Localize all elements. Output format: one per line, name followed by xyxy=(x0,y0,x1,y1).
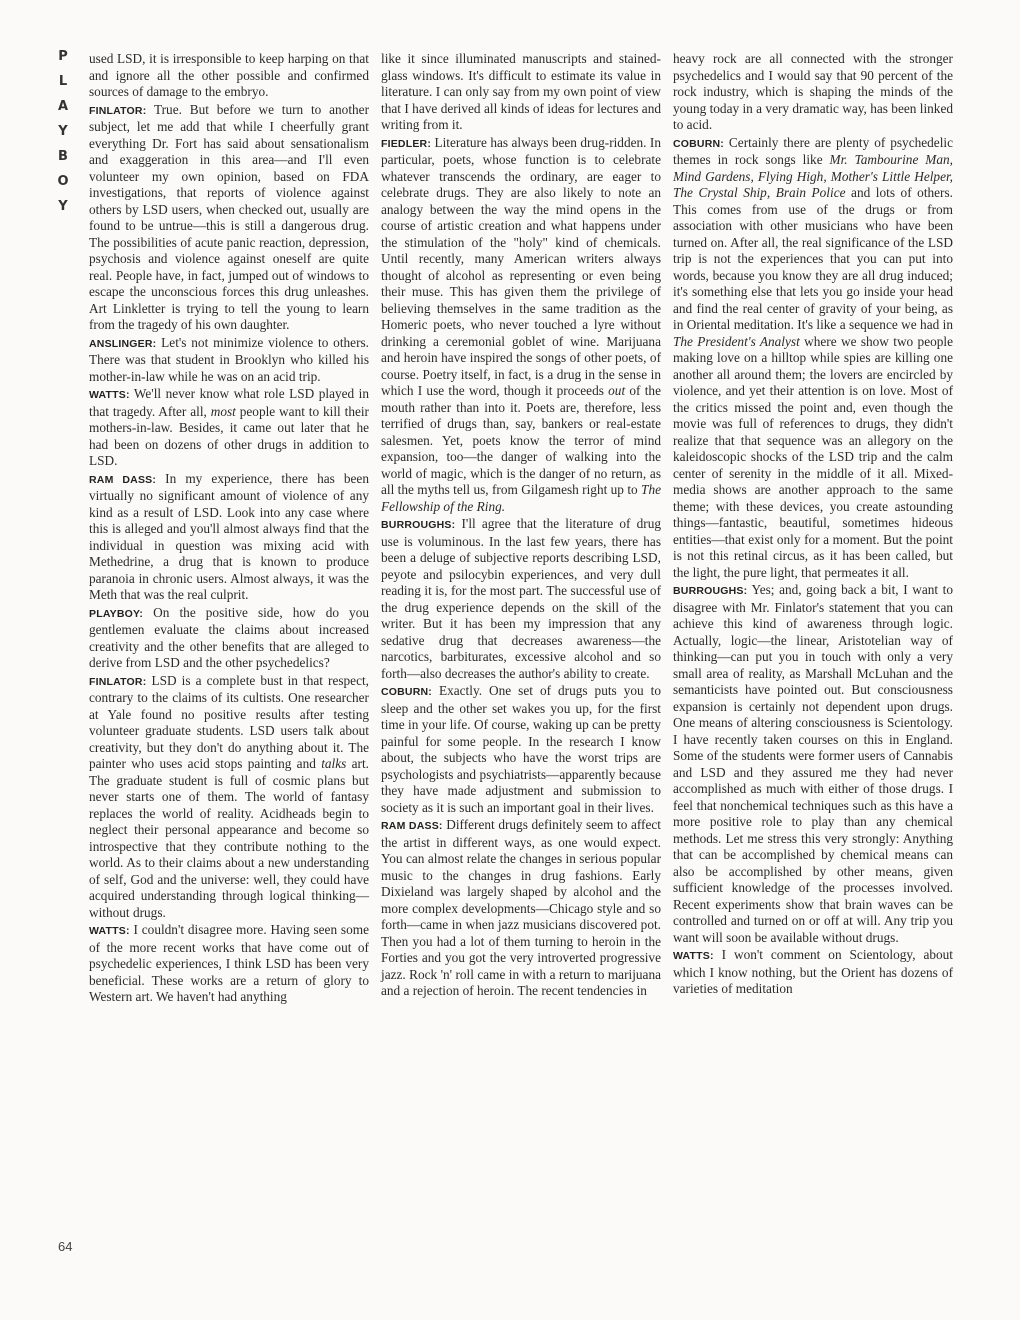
paragraph-text: where we show two people making love on a hilltop while spies are killing one another all around them; the lovers are encircled by violence, and yet their attention is on love. Most of the critics missed the point and, even though the movie was full of references to drugs, they didn't realize that that sequence was an allegory on the kaleidoscopic shocks of the LSD trip and the calm center of serenity in the middle of it all. Mixed-media shows are another approach to the same theme; with these devices, you create astounding things—fantastic, beautiful, sometimes hideous entities—that exist only for a moment. But the point is not this retinal circus, as it has been called, but the light, the pure light, that permeates it all. xyxy=(673,333,953,580)
italic-title: Mr. Tambourine Man, Mind Gardens, Flying High, Mother's Little Helper, The Crystal Ship, Brain Police xyxy=(673,152,953,200)
page-number: 64 xyxy=(58,1239,73,1254)
italic-title: most xyxy=(210,403,236,419)
speaker-name: ANSLINGER: xyxy=(89,337,157,350)
interview-paragraph xyxy=(673,582,953,946)
interview-paragraph xyxy=(89,386,369,470)
speaker-name: RAM DASS: xyxy=(89,473,157,486)
magazine-name-vertical xyxy=(52,44,74,219)
italic-title: out xyxy=(608,383,626,398)
text-column-2 xyxy=(381,51,661,1000)
paragraph-text: We'll never know what role LSD played in that tragedy. After all, xyxy=(89,386,369,419)
paragraph-text: of the mouth rather than into it. Poets are, therefore, less terrified of drugs than, say, bankers or real-estate salesmen. Yet, poets know the terror of mind expansion, too—the danger of walking into the world of magic, which is the danger of no return, as all the myths tell us, from Gilgamesh right up to xyxy=(381,383,661,497)
paragraph-text: I couldn't disagree more. Having seen some of the more recent works that have come out of psychedelic experiences, I think LSD has been very beneficial. These works are a return of glory to Western art. We haven't had anything xyxy=(89,922,369,1004)
paragraph-text: Let's not minimize violence to others. There was that student in Brooklyn who killed his mother-in-law while he was on an acid trip. xyxy=(89,334,369,384)
logo-letter: Y xyxy=(58,199,68,214)
interview-paragraph xyxy=(673,947,953,998)
interview-paragraph xyxy=(89,673,369,922)
paragraph-text: I won't comment on Scientology, about which I know nothing, but the Orient has dozens of varieties of meditation xyxy=(673,947,953,996)
speaker-name: BURROUGHS: xyxy=(381,519,456,531)
paragraph-text: Different drugs definitely seem to affect the artist in different ways, as one would expect. You can almost relate the changes in serious popular music to the changes in drug fashions. Early Dixieland was largely shaped by alcohol and the more complex developments—Chicago style and so forth—came in when jazz musicians discovered pot. Then you had a lot of them turning to heroin in the Forties and you got the very introverted progressive jazz. Rock 'n' roll came in with a return to marijuana and a rejection of heroin. The recent tendencies in xyxy=(381,817,661,998)
interview-paragraph xyxy=(89,335,369,386)
logo-letter: Y xyxy=(58,124,68,139)
text-column-3 xyxy=(673,51,953,998)
speaker-name: WATTS: xyxy=(89,389,130,401)
text-column-1 xyxy=(89,51,369,1006)
paragraph-text: heavy rock are all connected with the stronger psychedelics and I would say that 90 percent of the rock industry, which is shaping the minds of the young today in a very dramatic way, has been linked to acid. xyxy=(673,51,953,132)
speaker-name: BURROUGHS: xyxy=(673,585,748,597)
interview-paragraph xyxy=(381,135,661,516)
paragraph-text: Certainly there are plenty of psychedelic themes in rock songs like xyxy=(673,134,953,167)
logo-letter: A xyxy=(57,99,69,114)
interview-paragraph xyxy=(89,922,369,1006)
interview-paragraph xyxy=(381,683,661,816)
logo-letter: O xyxy=(57,174,69,189)
interview-paragraph xyxy=(381,817,661,1000)
italic-title: The President's Analyst xyxy=(673,333,800,349)
paragraph-text: I'll agree that the literature of drug use is voluminous. In the last few years, there has been a deluge of subjective reports describing LSD, peyote and psilocybin experiences, and very dull reading it is, for the most part. The successful use of the drug experience depends on the skill of the writer. But it has been my impression that any sedative drug that decreases awareness—the narcotics, barbiturates, excessive alcohol and so forth—also decreases the author's ability to create. xyxy=(381,516,661,681)
paragraph-text: In my experience, there has been virtually no significant amount of violence of any kind as a result of LSD. Look into any case where this is alleged and you'll almost always find that the individual in question was mixing acid with Methedrine, a drug that is known to produce paranoia in chronic users. Almost always, it was the Meth that was the real culprit. xyxy=(89,470,369,602)
interview-paragraph xyxy=(89,605,369,672)
paragraph-text: On the positive side, how do you gentlemen evaluate the claims about increased creativity and the other benefits that are alleged to derive from LSD and the other psychedelics? xyxy=(89,604,369,670)
interview-paragraph xyxy=(673,135,953,582)
interview-paragraph xyxy=(381,51,661,134)
paragraph-text: Exactly. One set of drugs puts you to sleep and the other set wakes you up, for the first time in your life. Of course, waking up can be pretty painful for some people. In the research I know about, the subjects who have the worst trips are psychologists and psychiatrists—apparently because they have made adjustment and submission to society as it is such an important goal in their lives. xyxy=(381,683,661,815)
paragraph-text: people want to kill their mothers-in-law. Besides, it came out later that he had been on dozens of other drugs in addition to LSD. xyxy=(89,403,369,468)
interview-paragraph xyxy=(89,102,369,334)
paragraph-text: LSD is a complete bust in that respect, contrary to the claims of its cultists. One researcher at Yale found no positive results after testing volunteer graduate students. LSD users talk about creativity, but they don't do anything about it. The painter who uses acid stops painting and xyxy=(89,672,369,771)
logo-letter: P xyxy=(58,49,68,64)
logo-letter: L xyxy=(58,74,68,89)
italic-title: The Fellowship of the Ring. xyxy=(381,482,661,514)
interview-paragraph xyxy=(89,51,369,101)
speaker-name: COBURN: xyxy=(381,686,432,698)
paragraph-text: like it since illuminated manuscripts and stained-glass windows. It's difficult to estimate its value in literature. I can only say from my own point of view that I have derived all kinds of ideas for lectures and writing from it. xyxy=(381,51,661,132)
interview-paragraph xyxy=(89,471,369,604)
speaker-name: WATTS: xyxy=(673,950,714,962)
paragraph-text: Yes; and, going back a bit, I want to disagree with Mr. Finlator's statement that you can achieve this kind of awareness through logic. Actually, logic—the linear, Aristotelian way of thinking—can put you in touch with only a very small area of reality, as Marshall McLuhan and the semanticists have pointed out. But consciousness expansion is certainly not dependent upon drugs. One means of altering consciousness is Scientology. I have recently taken courses on this in England. Some of the students were former users of Cannabis and LSD and they assured me they had never accomplished as much with either of those drugs. I feel that nonchemical techniques such as this have a more positive role to play than any chemical methods. Let me stress this very strongly: Anything that can be accomplished by chemical means can also be accomplished by other means, given sufficient knowledge of the processes involved. Recent experiments show that brain waves can be controlled and turned on or off at will. Any trip you want will soon be available without drugs. xyxy=(673,582,953,945)
paragraph-text: True. But before we turn to another subject, let me add that while I cheerfully grant everything Dr. Fort has said about sensationalism and exaggeration in this area—and I'll even volunteer my own opinion, based on FDA investigations, that reports of violence against others by LSD users, when checked out, usually are found to be untrue—this is still a dangerous drug. The possibilities of acute panic reaction, depression, psychosis and violence against oneself are quite real. People have, in fact, jumped out of windows to escape the unconscious forces this drug unleashes. Art Linkletter is trying to tell the young to learn from the tragedy of his own daughter. xyxy=(89,101,369,332)
interview-paragraph xyxy=(673,51,953,134)
paragraph-text: used LSD, it is irresponsible to keep harping on that and ignore all the other possible and confirmed sources of damage to the embryo. xyxy=(89,51,369,99)
speaker-name: FINLATOR: xyxy=(89,104,147,117)
speaker-name: FIEDLER: xyxy=(381,137,432,150)
speaker-name: PLAYBOY: xyxy=(89,607,144,620)
speaker-name: COBURN: xyxy=(673,137,724,150)
paragraph-text: and lots of others. This comes from use of the drugs or from association with other musicians who have been turned on. After all, the real significance of the LSD trip is not the experiences that you can put into words, because you know they are all drug induced; it's something else that lets you go inside your head and find the real center of gravity of your being, as in Oriental meditation. It's like a sequence we had in xyxy=(673,185,953,332)
paragraph-text: art. The graduate student is full of cosmic plans but never starts one of them. The world of fantasy replaces the world of reality. Acidheads begin to neglect their personal appearance and become so introspective that they contribute nothing to the world. As to their claims about a new understanding of self, God and the universe: well, they could have acquired understanding through logical thinking—without drugs. xyxy=(89,756,369,920)
interview-paragraph xyxy=(381,516,661,682)
paragraph-text: Literature has always been drug-ridden. In particular, poets, whose function is to celebrate whatever transcends the ordinary, are eager to celebrate drugs. They are also likely to note an analogy between the way the mind opens in the course of artistic creation and what happens under the stimulation of the "holy" kind of chemicals. Until recently, many American writers always thought of alcohol as representing or even being their muse. This has given them the privilege of believing themselves in the same tradition as the Homeric poets, who never touched a lyre without drinking a ceremonial goblet of wine. Marijuana and heroin have inspired the songs of other poets, of course. Poetry itself, in fact, is a drug in the sense in which I use the word, though it proceeds xyxy=(381,134,661,398)
speaker-name: RAM DASS: xyxy=(381,820,443,832)
speaker-name: WATTS: xyxy=(89,925,130,937)
italic-title: talks xyxy=(321,756,347,771)
speaker-name: FINLATOR: xyxy=(89,675,147,688)
logo-letter: B xyxy=(58,149,68,164)
